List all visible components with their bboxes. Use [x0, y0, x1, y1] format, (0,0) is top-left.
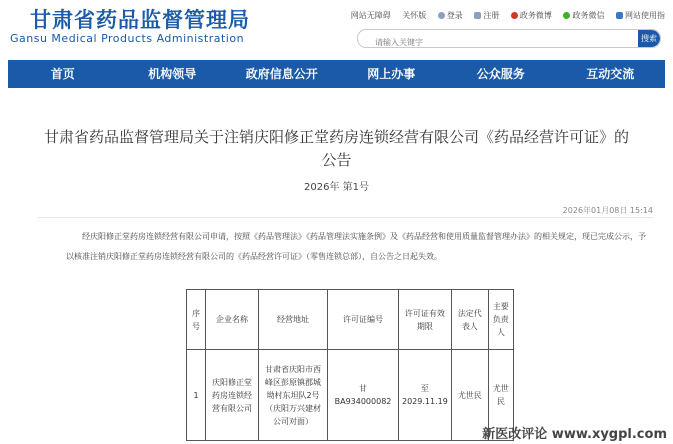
guide-label: 网站使用指: [625, 11, 665, 20]
header-validity: 许可证有效期限: [399, 290, 452, 350]
site-logo-subtitle: Gansu Medical Products Administration: [10, 32, 245, 45]
article-title: 甘肃省药品监督管理局关于注销庆阳修正堂药房连锁经营有限公司《药品经营许可证》的: [43, 128, 629, 146]
header-seq: 序号: [187, 290, 206, 350]
guide-icon: [616, 12, 623, 19]
site-header: [0, 0, 673, 58]
nav-item-online-services[interactable]: 网上办事: [367, 67, 416, 81]
article-number: 2026年 第1号: [304, 182, 369, 193]
header-legal-rep: 法定代表人: [451, 290, 488, 350]
article-paragraph: 经庆阳修正堂药房连锁经营有限公司申请，按照《药品管理法》《药品管理法实施条例》及《药品经营和使用质量监督管理办法》的相关规定，现已完成公示，予以核准注销庆阳修正堂药房连锁经营有限公司的《药品经营许可证》（零售连锁总部），自公告之日起失效。: [66, 232, 646, 261]
search-input[interactable]: [358, 34, 605, 48]
nav-item-interaction[interactable]: 互动交流: [586, 67, 635, 81]
table-row: [187, 350, 514, 441]
cell-address: 甘肃省庆阳市西峰区彭原镇郡城坳村东坦队2号（庆阳万兴建材公司对面）: [259, 350, 328, 441]
login-link[interactable]: [438, 11, 463, 20]
cell-legal-rep: 尤世民: [451, 350, 488, 441]
header-address: 经营地址: [259, 290, 328, 350]
publish-date: 2026年01月08日 15:14: [562, 206, 653, 215]
user-icon: [438, 12, 445, 19]
divider: [38, 217, 653, 218]
main-nav: [8, 60, 665, 88]
accessibility-link[interactable]: 网站无障碍: [350, 11, 391, 20]
cell-company: 庆阳修正堂药房连锁经营有限公司: [206, 350, 259, 441]
cell-validity: 至2029.11.19: [399, 350, 452, 441]
wechat-icon: [563, 12, 570, 19]
weibo-link[interactable]: [511, 11, 552, 20]
wechat-link[interactable]: [563, 11, 604, 20]
weibo-icon: [511, 12, 518, 19]
header-principal: 主要负责人: [488, 290, 513, 350]
cell-principal: 尤世民: [488, 350, 513, 441]
nav-item-home[interactable]: 首页: [50, 67, 75, 81]
login-label: 登录: [446, 11, 463, 20]
search-button[interactable]: 搜索: [638, 30, 660, 47]
permit-table: [186, 289, 514, 441]
wechat-label: 政务微信: [572, 11, 605, 20]
care-version-link[interactable]: 关怀版: [402, 11, 427, 20]
guide-link[interactable]: [616, 11, 665, 20]
cell-seq: 1: [187, 350, 206, 441]
header-company: 企业名称: [206, 290, 259, 350]
article-content: [8, 97, 665, 444]
article-title-line2: 公告: [321, 151, 352, 169]
header-license-no: 许可证编号: [328, 290, 399, 350]
register-link[interactable]: [474, 11, 499, 20]
search-bar: [357, 29, 661, 48]
edit-icon: [474, 12, 481, 19]
watermark: 新医改评论 www.xygpl.com: [482, 427, 667, 442]
weibo-label: 政务微博: [519, 11, 552, 20]
nav-item-public-services[interactable]: 公众服务: [476, 67, 525, 81]
table-header-row: [187, 290, 514, 350]
cell-license-no: 甘BA934000082: [328, 350, 399, 441]
nav-item-gov-info[interactable]: 政府信息公开: [245, 67, 318, 81]
nav-item-leadership[interactable]: 机构领导: [148, 67, 197, 81]
register-label: 注册: [483, 11, 500, 20]
top-links: [342, 10, 665, 21]
site-logo-title[interactable]: 甘肃省药品监督管理局: [30, 8, 250, 32]
